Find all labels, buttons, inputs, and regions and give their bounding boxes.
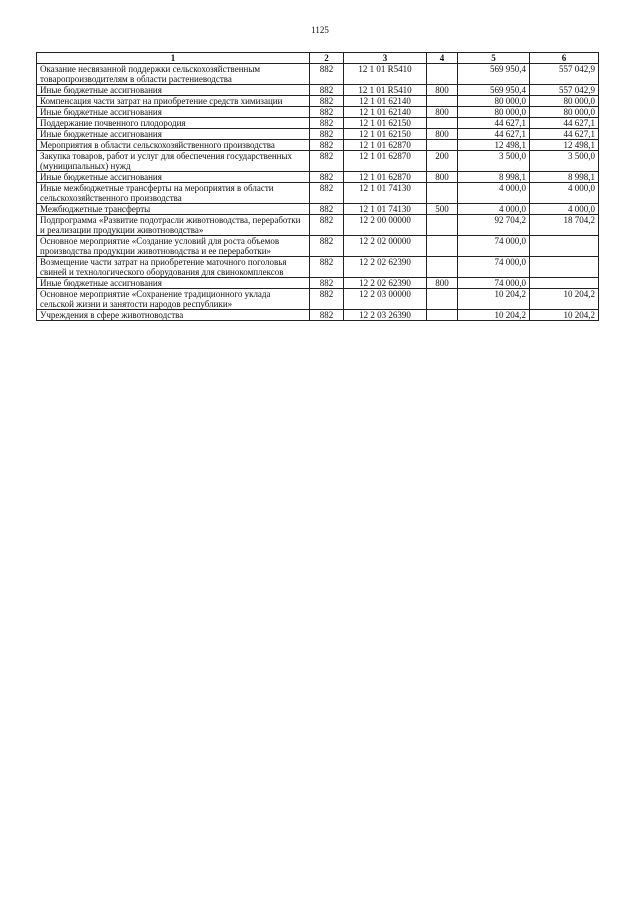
cell-ved: 882 — [310, 310, 344, 321]
cell-s1: 8 998,1 — [458, 172, 530, 183]
cell-name: Мероприятия в области сельскохозяйственного производства — [37, 140, 310, 151]
cell-name: Иные бюджетные ассигнования — [37, 172, 310, 183]
cell-ved: 882 — [310, 236, 344, 257]
cell-s2: 557 042,9 — [530, 64, 599, 85]
cell-vr — [427, 236, 458, 257]
header-col-5: 5 — [458, 53, 530, 64]
cell-s2: 10 204,2 — [530, 310, 599, 321]
cell-s2: 80 000,0 — [530, 107, 599, 118]
table-row — [37, 183, 599, 204]
cell-s2: 18 704,2 — [530, 215, 599, 236]
cell-ved: 882 — [310, 107, 344, 118]
cell-ved: 882 — [310, 257, 344, 278]
cell-ved: 882 — [310, 140, 344, 151]
cell-vr — [427, 140, 458, 151]
table-row — [37, 129, 599, 140]
cell-name: Возмещение части затрат на приобретение маточного поголовья свиней и технологического оборудования для свинокомплексов — [37, 257, 310, 278]
cell-s1: 10 204,2 — [458, 310, 530, 321]
cell-name: Межбюджетные трансферты — [37, 204, 310, 215]
cell-vr: 800 — [427, 107, 458, 118]
cell-csr: 12 2 02 00000 — [344, 236, 427, 257]
cell-vr — [427, 96, 458, 107]
cell-vr — [427, 289, 458, 310]
cell-csr: 12 1 01 R5410 — [344, 85, 427, 96]
cell-vr — [427, 118, 458, 129]
cell-s1: 44 627,1 — [458, 118, 530, 129]
cell-s2: 4 000,0 — [530, 183, 599, 204]
cell-name: Подпрограмма «Развитие подотрасли животноводства, переработки и реализации продукции животноводства» — [37, 215, 310, 236]
cell-s2 — [530, 257, 599, 278]
cell-csr: 12 1 01 62870 — [344, 172, 427, 183]
cell-s1: 10 204,2 — [458, 289, 530, 310]
cell-s2: 8 998,1 — [530, 172, 599, 183]
cell-vr: 200 — [427, 151, 458, 172]
cell-ved: 882 — [310, 172, 344, 183]
cell-s1: 12 498,1 — [458, 140, 530, 151]
cell-vr: 800 — [427, 278, 458, 289]
cell-s1: 44 627,1 — [458, 129, 530, 140]
cell-name: Оказание несвязанной поддержки сельскохозяйственным товаропроизводителям в области растениеводства — [37, 64, 310, 85]
cell-csr: 12 1 01 74130 — [344, 183, 427, 204]
cell-name: Иные бюджетные ассигнования — [37, 85, 310, 96]
cell-vr: 800 — [427, 172, 458, 183]
cell-s2: 44 627,1 — [530, 129, 599, 140]
cell-name: Учреждения в сфере животноводства — [37, 310, 310, 321]
cell-s2: 557 042,9 — [530, 85, 599, 96]
table-row — [37, 85, 599, 96]
cell-ved: 882 — [310, 183, 344, 204]
budget-table — [36, 52, 599, 321]
cell-csr: 12 2 02 62390 — [344, 257, 427, 278]
cell-ved: 882 — [310, 118, 344, 129]
cell-s1: 92 704,2 — [458, 215, 530, 236]
cell-s2: 4 000,0 — [530, 204, 599, 215]
cell-s1: 74 000,0 — [458, 236, 530, 257]
table-row — [37, 151, 599, 172]
cell-csr: 12 1 01 62140 — [344, 96, 427, 107]
cell-csr: 12 2 00 00000 — [344, 215, 427, 236]
cell-s2 — [530, 236, 599, 257]
cell-s1: 74 000,0 — [458, 257, 530, 278]
cell-s2: 10 204,2 — [530, 289, 599, 310]
page-number: 1125 — [311, 25, 329, 35]
cell-vr — [427, 183, 458, 204]
table-body — [37, 64, 599, 321]
cell-s1: 80 000,0 — [458, 96, 530, 107]
cell-ved: 882 — [310, 151, 344, 172]
cell-name: Основное мероприятие «Создание условий для роста объемов производства продукции животноводства и ее переработки» — [37, 236, 310, 257]
cell-vr: 500 — [427, 204, 458, 215]
cell-name: Иные бюджетные ассигнования — [37, 107, 310, 118]
cell-s1: 4 000,0 — [458, 204, 530, 215]
cell-ved: 882 — [310, 96, 344, 107]
cell-vr: 800 — [427, 129, 458, 140]
cell-s1: 569 950,4 — [458, 85, 530, 96]
table-row — [37, 118, 599, 129]
table-row — [37, 172, 599, 183]
cell-csr: 12 1 01 62140 — [344, 107, 427, 118]
cell-vr — [427, 257, 458, 278]
cell-name: Иные межбюджетные трансферты на мероприятия в области сельскохозяйственного производства — [37, 183, 310, 204]
table-row — [37, 310, 599, 321]
cell-name: Поддержание почвенного плодородия — [37, 118, 310, 129]
cell-ved: 882 — [310, 129, 344, 140]
table-row — [37, 236, 599, 257]
cell-csr: 12 1 01 62870 — [344, 151, 427, 172]
cell-csr: 12 1 01 62150 — [344, 118, 427, 129]
cell-s2: 80 000,0 — [530, 96, 599, 107]
cell-ved: 882 — [310, 85, 344, 96]
table-row — [37, 64, 599, 85]
cell-name: Иные бюджетные ассигнования — [37, 129, 310, 140]
cell-s1: 3 500,0 — [458, 151, 530, 172]
header-col-2: 2 — [310, 53, 344, 64]
cell-s2: 3 500,0 — [530, 151, 599, 172]
cell-s2: 44 627,1 — [530, 118, 599, 129]
table-row — [37, 204, 599, 215]
cell-ved: 882 — [310, 215, 344, 236]
table-row — [37, 96, 599, 107]
cell-name: Иные бюджетные ассигнования — [37, 278, 310, 289]
cell-csr: 12 2 03 00000 — [344, 289, 427, 310]
cell-csr: 12 2 02 62390 — [344, 278, 427, 289]
cell-name: Компенсация части затрат на приобретение средств химизации — [37, 96, 310, 107]
cell-csr: 12 1 01 74130 — [344, 204, 427, 215]
header-col-4: 4 — [427, 53, 458, 64]
header-col-3: 3 — [344, 53, 427, 64]
cell-s1: 569 950,4 — [458, 64, 530, 85]
table-row — [37, 107, 599, 118]
cell-vr: 800 — [427, 85, 458, 96]
header-col-1: 1 — [37, 53, 310, 64]
cell-ved: 882 — [310, 289, 344, 310]
cell-vr — [427, 64, 458, 85]
table-header-row — [37, 53, 599, 64]
cell-ved: 882 — [310, 64, 344, 85]
cell-s1: 80 000,0 — [458, 107, 530, 118]
table-row — [37, 278, 599, 289]
table-row — [37, 289, 599, 310]
cell-s1: 74 000,0 — [458, 278, 530, 289]
table-row — [37, 257, 599, 278]
cell-csr: 12 1 01 62870 — [344, 140, 427, 151]
table-row — [37, 140, 599, 151]
cell-csr: 12 1 01 R5410 — [344, 64, 427, 85]
header-col-6: 6 — [530, 53, 599, 64]
cell-name: Основное мероприятие «Сохранение традиционного уклада сельской жизни и занятости народов республики» — [37, 289, 310, 310]
table-row — [37, 215, 599, 236]
cell-csr: 12 1 01 62150 — [344, 129, 427, 140]
cell-ved: 882 — [310, 204, 344, 215]
cell-ved: 882 — [310, 278, 344, 289]
cell-s2 — [530, 278, 599, 289]
cell-s1: 4 000,0 — [458, 183, 530, 204]
cell-vr — [427, 310, 458, 321]
cell-s2: 12 498,1 — [530, 140, 599, 151]
cell-vr — [427, 215, 458, 236]
cell-csr: 12 2 03 26390 — [344, 310, 427, 321]
cell-name: Закупка товаров, работ и услуг для обеспечения государственных (муниципальных) нужд — [37, 151, 310, 172]
